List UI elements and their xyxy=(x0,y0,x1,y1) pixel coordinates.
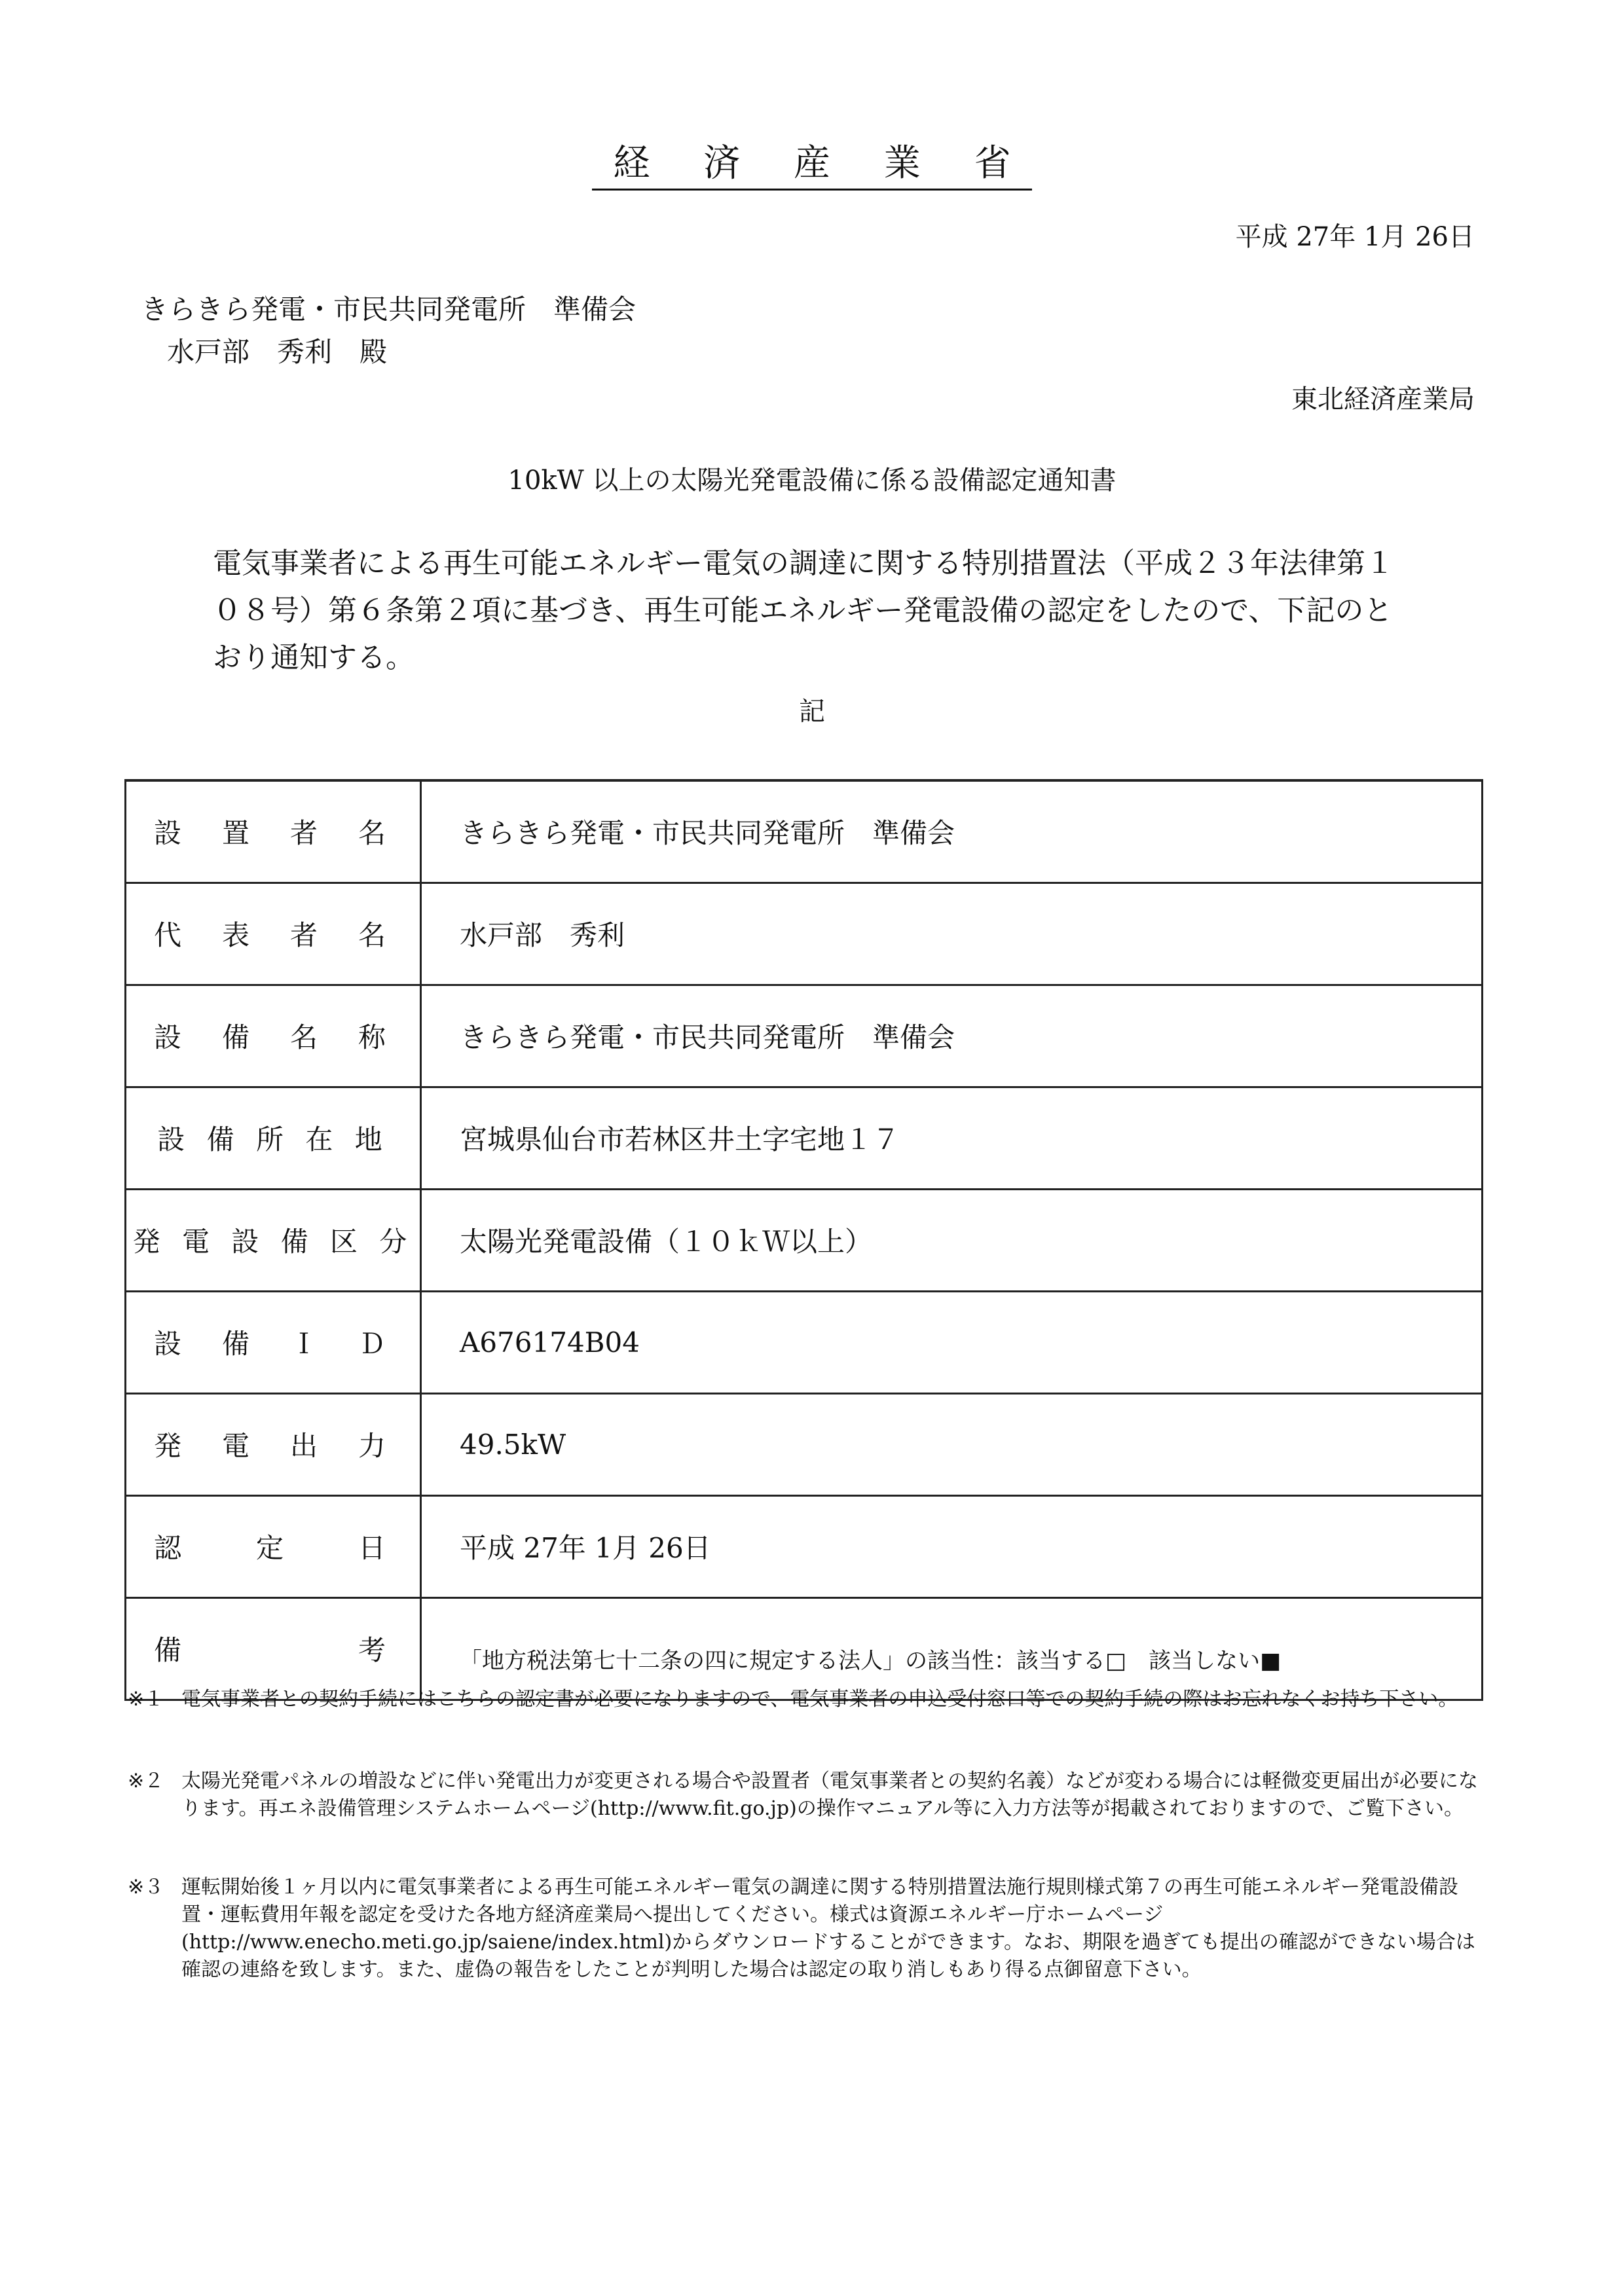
issue-date: 平成 27年 1月 26日 xyxy=(1235,222,1475,252)
table-row xyxy=(126,1087,1483,1189)
row-label: 認 定 日 xyxy=(126,1495,421,1597)
row-label: 発 電 設 備 区 分 xyxy=(126,1189,421,1291)
table-row xyxy=(126,883,1483,985)
footnote-mark: ※１ xyxy=(128,1688,164,1711)
footnote-2 xyxy=(128,1768,1490,1823)
row-value: A676174B04 xyxy=(421,1291,1483,1393)
issuing-bureau: 東北経済産業局 xyxy=(1291,384,1475,414)
row-label: 設 備 Ｉ Ｄ xyxy=(126,1291,421,1393)
footnote-text: 電気事業者との契約手続にはこちらの認定書が必要になりますので、電気事業者の申込受付窓口等での契約手続の際はお忘れなくお持ち下さい。 xyxy=(181,1688,1458,1711)
row-value: 宮城県仙台市若林区井土字宅地１７ xyxy=(421,1087,1483,1189)
row-value: 「地方税法第七十二条の四に規定する法人」の該当性：該当する□ 該当しない■ xyxy=(421,1597,1483,1700)
row-value: 平成 27年 1月 26日 xyxy=(421,1495,1483,1597)
recipient-organization: きらきら発電・市民共同発電所 準備会 xyxy=(141,293,637,325)
row-label: 備 考 xyxy=(126,1597,421,1700)
row-label: 設 備 名 称 xyxy=(126,985,421,1087)
row-value: 49.5kW xyxy=(421,1393,1483,1495)
table-row xyxy=(126,1189,1483,1291)
footnote-mark: ※３ xyxy=(128,1876,164,1899)
recipient-name: 水戸部 秀利 殿 xyxy=(167,336,388,368)
row-value: 水戸部 秀利 xyxy=(421,883,1483,985)
row-value: きらきら発電・市民共同発電所 準備会 xyxy=(421,985,1483,1087)
footnote-1 xyxy=(128,1686,1490,1713)
footnote-text: 運転開始後１ヶ月以内に電気事業者による再生可能エネルギー電気の調達に関する特別措置法施行規則様式第７の再生可能エネルギー発電設備設置・運転費用年報を認定を受けた各地方経済産業局へ提出してください。様式は資源エネルギー庁ホームページ(http://www.enecho.meti.go.jp/saiene/index.html)からダウンロードすることができます。なお、期限を過ぎても提出の確認ができない場合は確認の連絡を致します。また、虚偽の報告をしたことが判明した場合は認定の取り消しもあり得る点御留意下さい。 xyxy=(181,1876,1475,1981)
row-label: 発 電 出 力 xyxy=(126,1393,421,1495)
row-value: 太陽光発電設備（１０ｋＷ以上） xyxy=(421,1189,1483,1291)
table-row xyxy=(126,1393,1483,1495)
intro-paragraph: 電気事業者による再生可能エネルギー電気の調達に関する特別措置法（平成２３年法律第１０８号）第６条第２項に基づき、再生可能エネルギー発電設備の認定をしたので、下記のとおり通知する。 xyxy=(213,547,1394,674)
ministry-name: 経 済 産 業 省 xyxy=(592,142,1031,191)
row-label: 設 備 所 在 地 xyxy=(126,1087,421,1189)
certification-table xyxy=(124,779,1483,1701)
footnote-mark: ※２ xyxy=(128,1770,164,1793)
ministry-heading xyxy=(0,134,1624,187)
document-title: 10kW 以上の太陽光発電設備に係る設備認定通知書 xyxy=(507,465,1116,496)
row-value: きらきら発電・市民共同発電所 準備会 xyxy=(421,780,1483,883)
row-label: 設 置 者 名 xyxy=(126,780,421,883)
footnote-3 xyxy=(128,1874,1490,1984)
table-row xyxy=(126,1291,1483,1393)
ki-marker: 記 xyxy=(799,697,825,727)
footnote-text: 太陽光発電パネルの増設などに伴い発電出力が変更される場合や設置者（電気事業者との契約名義）などが変わる場合には軽微変更届出が必要になります。再エネ設備管理システムホームページ(http://www.fit.go.jp)の操作マニュアル等に入力方法等が掲載されておりますので、ご覧下さい。 xyxy=(181,1770,1478,1820)
table-row xyxy=(126,1597,1483,1700)
row-label: 代 表 者 名 xyxy=(126,883,421,985)
table-row xyxy=(126,985,1483,1087)
table-row xyxy=(126,1495,1483,1597)
table-row xyxy=(126,780,1483,883)
